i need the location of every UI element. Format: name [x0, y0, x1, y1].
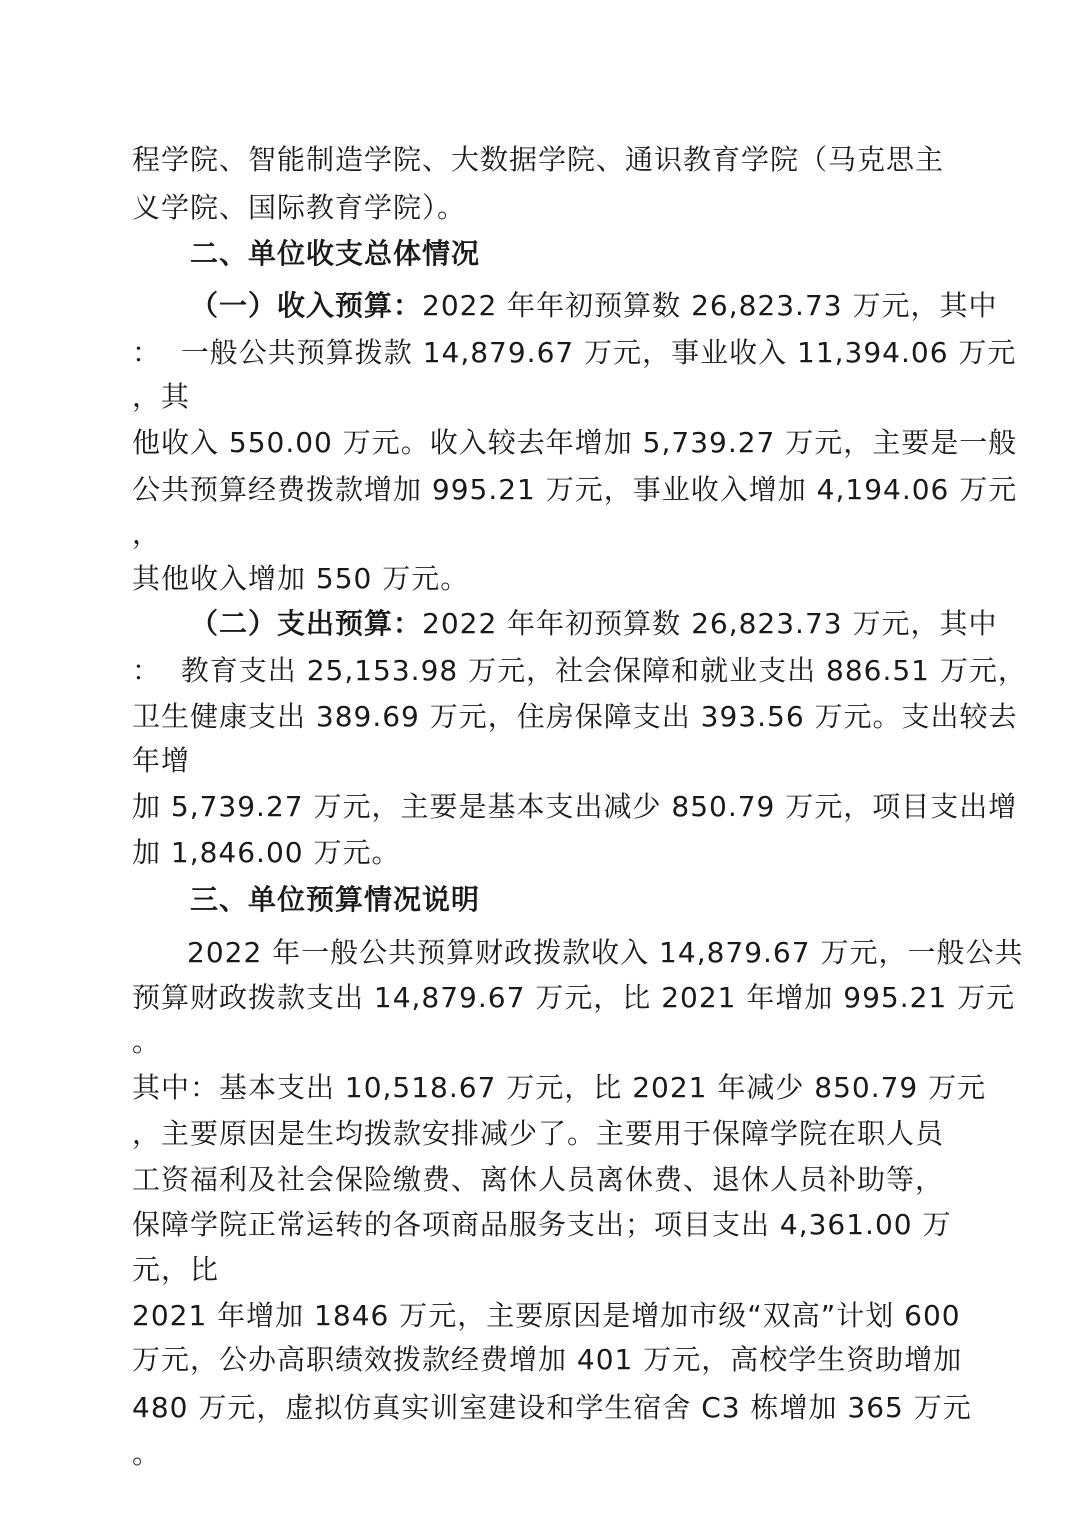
paragraph-line: 年增	[132, 744, 191, 777]
paragraph-line: 其他收入增加 550 万元。	[132, 562, 470, 595]
paragraph-line	[190, 286, 997, 326]
paragraph-line: 预算财政拨款支出 14,879.67 万元，比 2021 年增加 995.21 万元	[132, 981, 1016, 1014]
paragraph-text: 2022 年年初预算数 26,823.73 万元，其中	[422, 289, 998, 322]
paragraph-line: ，	[132, 517, 162, 550]
subsection-label: （二）支出预算：	[190, 607, 423, 640]
paragraph-line: 2021 年增加 1846 万元，主要原因是增加市级“双高”计划 600	[132, 1299, 961, 1332]
paragraph-text: 2022 年年初预算数 26,823.73 万元，其中	[422, 607, 998, 640]
paragraph-line: ，其	[132, 380, 191, 413]
paragraph-line: 加 5,739.27 万元，主要是基本支出减少 850.79 万元，项目支出增	[132, 790, 1018, 823]
paragraph-line: 。	[132, 1025, 162, 1058]
section-heading: 三、单位预算情况说明	[190, 883, 481, 916]
paragraph-line: 卫生健康支出 389.69 万元，住房保障支出 393.56 万元。支出较去	[132, 700, 1018, 733]
paragraph-line: ： 教育支出 25,153.98 万元，社会保障和就业支出 886.51 万元，	[132, 654, 1027, 687]
paragraph-line: 加 1,846.00 万元。	[132, 836, 401, 869]
subsection-label: （一）收入预算：	[190, 289, 423, 322]
paragraph-line: ，主要原因是生均拨款安排减少了。主要用于保障学院在职人员	[132, 1117, 945, 1150]
paragraph-line: 。	[132, 1437, 162, 1470]
paragraph-line: 义学院、国际教育学院）。	[132, 191, 467, 224]
paragraph-line: ： 一般公共预算拨款 14,879.67 万元，事业收入 11,394.06 万元	[132, 336, 1017, 369]
paragraph-line: 保障学院正常运转的各项商品服务支出；项目支出 4,361.00 万	[132, 1208, 952, 1241]
paragraph-line: 程学院、智能制造学院、大数据学院、通识教育学院（马克思主	[132, 143, 945, 176]
section-heading: 二、单位收支总体情况	[190, 237, 481, 270]
paragraph-line: 万元，公办高职绩效拨款经费增加 401 万元，高校学生资助增加	[132, 1343, 963, 1376]
paragraph-line	[190, 604, 997, 644]
paragraph-line: 工资福利及社会保险缴费、离休人员离休费、退休人员补助等，	[132, 1163, 945, 1196]
paragraph-line: 2022 年一般公共预算财政拨款收入 14,879.67 万元，一般公共	[187, 936, 1024, 969]
paragraph-line: 公共预算经费拨款增加 995.21 万元，事业收入增加 4,194.06 万元	[132, 473, 1018, 506]
paragraph-line: 他收入 550.00 万元。收入较去年增加 5,739.27 万元，主要是一般	[132, 426, 1018, 459]
paragraph-line: 元，比	[132, 1253, 220, 1286]
paragraph-line: 其中：基本支出 10,518.67 万元，比 2021 年减少 850.79 万元	[132, 1071, 987, 1104]
paragraph-line: 480 万元，虚拟仿真实训室建设和学生宿舍 C3 栋增加 365 万元	[132, 1391, 972, 1424]
